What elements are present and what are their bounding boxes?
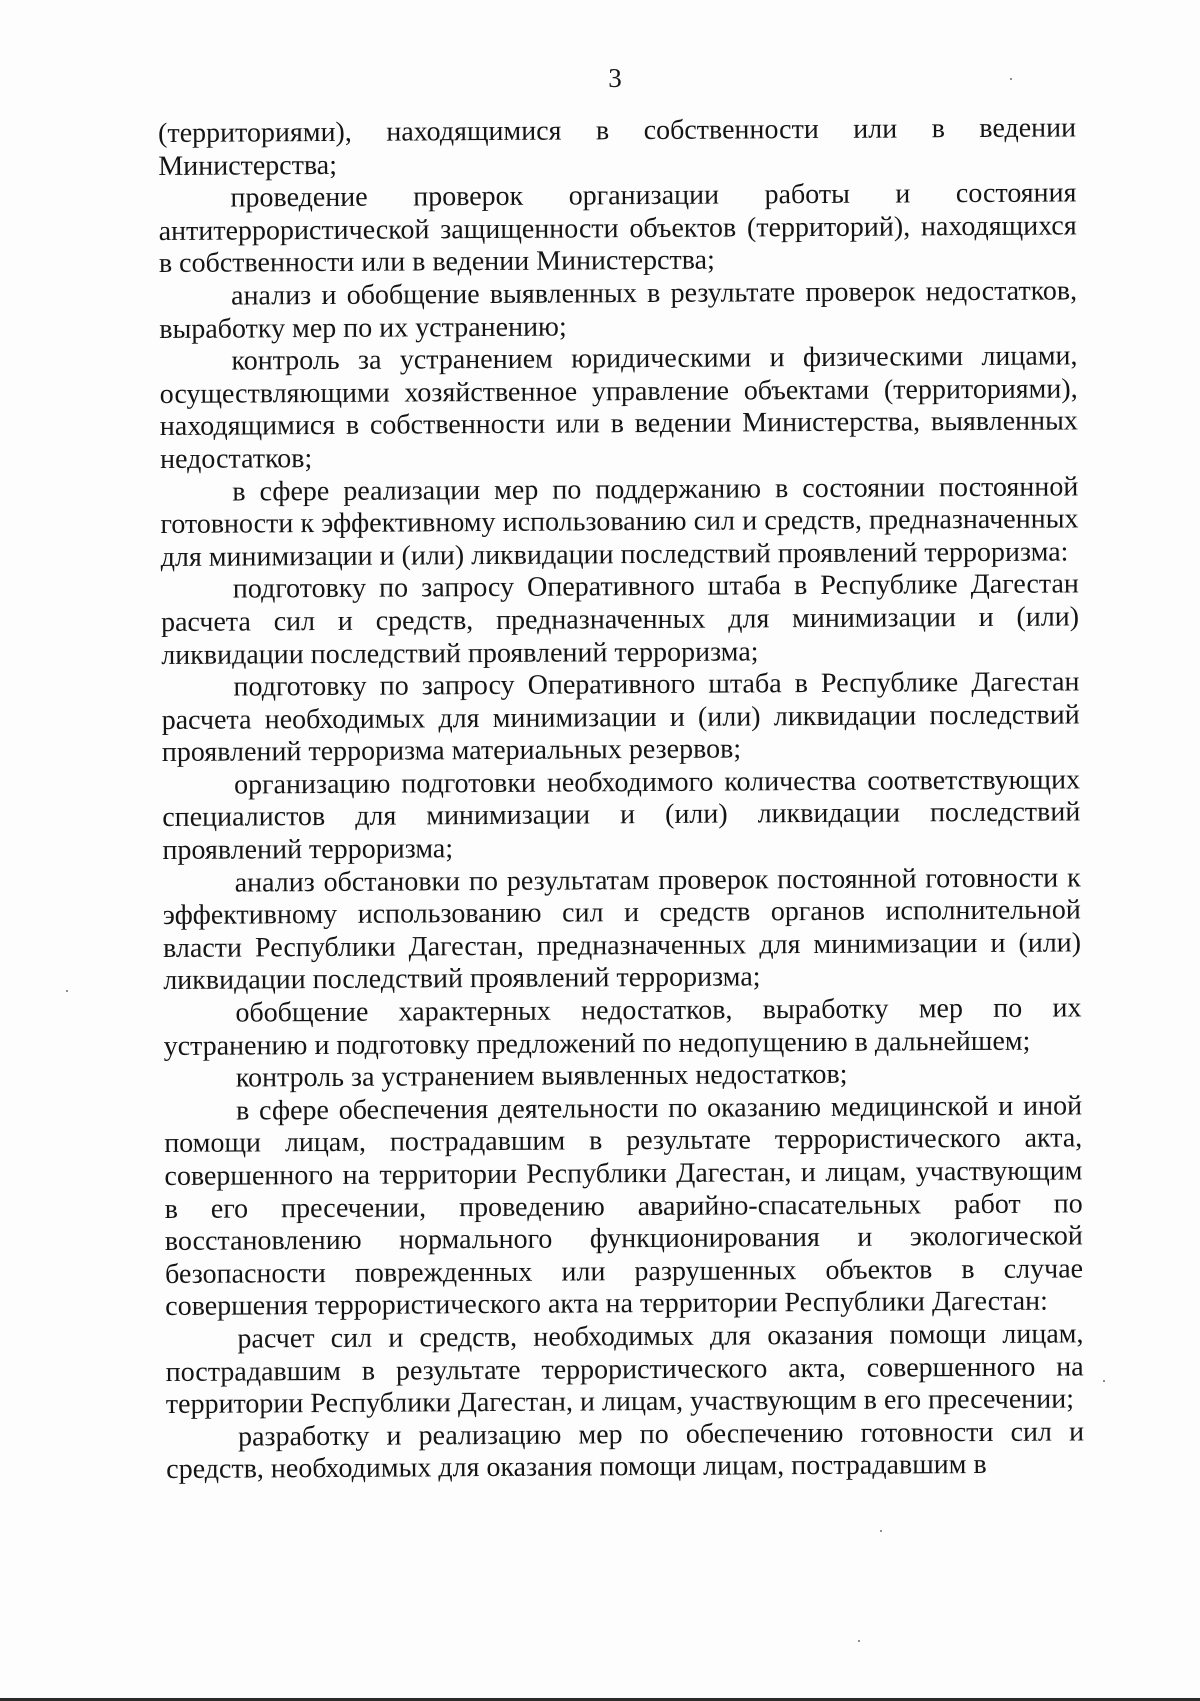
scan-speck [858, 1640, 860, 1642]
paragraph: в сфере обеспечения деятельности по оказанию медицинской и иной помощи лицам, пострадавшим в результате террористического акта, совершенного на территории Республики Дагестан, и лицам, участвующим в его пресечении, проведению аварийно-спасательных работ по восстановлению нормального функционирования и экологической безопасности поврежденных или разрушенных объектов в случае совершения террористического акта на территории Республики Дагестан: [164, 1090, 1084, 1323]
scan-speck [880, 1530, 882, 1532]
paragraph: анализ и обобщение выявленных в результате проверок недостатков, выработку мер по их устранению; [159, 275, 1078, 345]
scan-speck [66, 990, 68, 992]
paragraph: расчет сил и средств, необходимых для оказания помощи лицам, пострадавшим в результате террористического акта, совершенного на территории Республики Дагестан, и лицам, участвующим в его пресечении; [165, 1318, 1084, 1421]
paragraph: организацию подготовки необходимого количества соответствующих специалистов для минимизации и (или) ликвидации последствий проявлений терроризма; [162, 764, 1081, 867]
paragraph: контроль за устранением юридическими и физическими лицами, осуществляющими хозяйственное управление объектами (территориями), находящимися в собственности или в ведении Министерства, выявленных недостатков; [159, 340, 1078, 475]
paragraph: обобщение характерных недостатков, выработку мер по их устранению и подготовку предложений по недопущению в дальнейшем; [163, 992, 1082, 1062]
scan-speck [1103, 1380, 1105, 1382]
paragraph: анализ обстановки по результатам проверок постоянной готовности к эффективному использованию сил и средств органов исполнительной власти Республики Дагестан, предназначенных для минимизации и (или) ликвидации последствий проявлений терроризма; [162, 862, 1082, 997]
paragraph: подготовку по запросу Оперативного штаба в Республике Дагестан расчета сил и средств, предназначенных для минимизации и (или) ликвидации последствий проявлений терроризма; [160, 568, 1080, 671]
page-number: 3 [608, 63, 622, 93]
document-body [158, 112, 1084, 1487]
paragraph: проведение проверок организации работы и состояния антитеррористической защищенности объектов (территорий), находящихся в собственности или в ведении Министерства; [158, 177, 1077, 280]
paragraph: контроль за устранением выявленных недостатков; [235, 1059, 848, 1094]
paragraph: в сфере реализации мер по поддержанию в состоянии постоянной готовности к эффективному использованию сил и средств, предназначенных для минимизации и (или) ликвидации последствий проявлений терроризма: [160, 470, 1079, 573]
paragraph: разработку и реализацию мер по обеспечению готовности сил и средств, необходимых для оказания помощи лицам, пострадавшим в [166, 1416, 1085, 1486]
paragraph: подготовку по запросу Оперативного штаба в Республике Дагестан расчета необходимых для минимизации и (или) ликвидации последствий проявлений терроризма материальных резервов; [161, 666, 1080, 769]
scan-speck [1010, 78, 1012, 80]
paragraph: (территориями), находящимися в собственности или в ведении Министерства; [158, 112, 1077, 182]
